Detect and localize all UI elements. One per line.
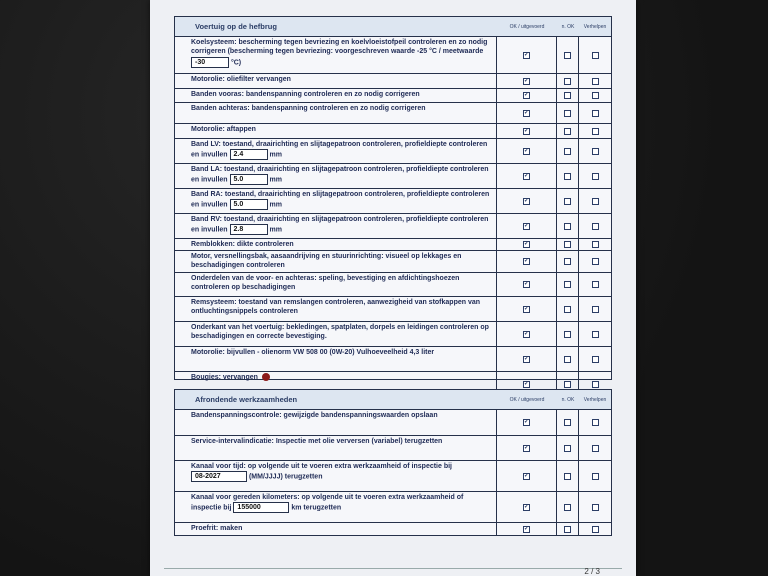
ok-checkbox[interactable]: ✓ [524, 355, 530, 362]
row-description [175, 189, 497, 213]
fix-cell [579, 37, 611, 73]
ok-checkbox[interactable]: ✓ [524, 444, 530, 451]
nok-checkbox[interactable] [564, 445, 571, 452]
ok-cell [497, 189, 557, 213]
ok-checkbox[interactable]: ✓ [524, 503, 530, 510]
ok-cell [497, 103, 557, 123]
nok-checkbox[interactable] [564, 92, 571, 99]
measurement-unit: km terugzetten [291, 504, 342, 512]
nok-cell [557, 410, 579, 435]
row-text: Band RV: toestand, draairichting en slijtagepatroon controleren, profieldiepte controleren en invullen [191, 216, 489, 234]
fix-checkbox[interactable] [592, 445, 599, 452]
ok-cell [497, 37, 557, 73]
nok-checkbox[interactable] [564, 504, 571, 511]
ok-checkbox[interactable]: ✓ [524, 109, 530, 116]
nok-cell [557, 214, 579, 238]
fix-checkbox[interactable] [592, 281, 599, 288]
measurement-field[interactable]: 2.4 [230, 149, 268, 160]
table-row [175, 164, 611, 189]
row-description [175, 103, 497, 123]
nok-cell [557, 273, 579, 296]
fix-cell [579, 461, 611, 491]
table-row [175, 74, 611, 89]
nok-cell [557, 139, 579, 163]
table-row [175, 523, 611, 536]
row-description [175, 239, 497, 250]
ok-checkbox[interactable]: ✓ [524, 51, 530, 58]
fix-checkbox[interactable] [592, 128, 599, 135]
row-text: Motorolie: bijvullen - olienorm VW 508 00 (0W-20) Vulhoeveelheid 4,3 liter [191, 349, 435, 356]
nok-checkbox[interactable] [564, 356, 571, 363]
ok-cell [497, 410, 557, 435]
nok-cell [557, 492, 579, 522]
row-description [175, 492, 497, 522]
red-marker-dot-icon [262, 373, 270, 381]
nok-cell [557, 103, 579, 123]
table-row [175, 436, 611, 461]
row-text: Service-intervalindicatie: Inspectie met olie verversen (variabel) terugzetten [191, 438, 443, 445]
ok-checkbox[interactable]: ✓ [524, 92, 530, 98]
measurement-unit: mm [269, 226, 282, 234]
nok-cell [557, 436, 579, 460]
section-final-tasks [174, 389, 612, 536]
col-header-nok: n. OK [561, 396, 575, 403]
fix-cell [579, 436, 611, 460]
nok-cell [557, 124, 579, 138]
row-description [175, 410, 497, 435]
col-header-nok: n. OK [561, 23, 575, 30]
row-text: Banden vooras: bandenspanning controleren en zo nodig corrigeren [191, 91, 420, 98]
ok-cell [497, 74, 557, 88]
fix-checkbox[interactable] [592, 306, 599, 313]
col-header-ok: OK / uitgevoerd [509, 396, 545, 403]
row-text: Motorolie: aftappen [191, 126, 256, 133]
fix-checkbox[interactable] [592, 258, 599, 265]
nok-cell [557, 89, 579, 102]
nok-cell [557, 322, 579, 346]
ok-cell [497, 164, 557, 188]
ok-cell [497, 461, 557, 491]
fix-checkbox[interactable] [592, 331, 599, 338]
ok-checkbox[interactable]: ✓ [524, 222, 530, 229]
fix-checkbox[interactable] [592, 381, 599, 388]
ok-checkbox[interactable]: ✓ [524, 330, 530, 337]
page-number: 2 / 3 [584, 567, 600, 576]
nok-cell [557, 523, 579, 536]
row-description [175, 322, 497, 346]
col-header-ok: OK / uitgevoerd [509, 23, 545, 30]
measurement-field[interactable]: 08-2027 [191, 471, 247, 482]
row-description [175, 461, 497, 491]
footer-divider [164, 568, 622, 569]
row-text: Onderdelen van de voor- en achteras: speling, bevestiging en afdichtingshoezen controleren op beschadigingen [191, 275, 460, 292]
ok-checkbox[interactable]: ✓ [524, 127, 530, 134]
fix-checkbox[interactable] [592, 92, 599, 99]
nok-checkbox[interactable] [564, 173, 571, 180]
nok-checkbox[interactable] [564, 78, 571, 85]
nok-checkbox[interactable] [564, 281, 571, 288]
measurement-field[interactable]: 5.0 [230, 199, 268, 210]
row-description [175, 347, 497, 371]
nok-checkbox[interactable] [564, 419, 571, 426]
nok-cell [557, 347, 579, 371]
ok-checkbox[interactable]: ✓ [524, 419, 530, 425]
nok-cell [557, 164, 579, 188]
nok-cell [557, 37, 579, 73]
inspection-sheet [150, 0, 636, 576]
col-header-fix: Verhelpen [583, 396, 607, 403]
row-text: Motor, versnellingsbak, aasaandrijving en stuurinrichting: visueel op lekkages en beschadigingen controleren [191, 253, 462, 270]
fix-cell [579, 492, 611, 522]
ok-cell [497, 139, 557, 163]
table-row [175, 251, 611, 273]
table-row [175, 89, 611, 103]
nok-checkbox[interactable] [564, 223, 571, 230]
ok-cell [497, 322, 557, 346]
nok-checkbox[interactable] [564, 381, 571, 388]
row-description [175, 139, 497, 163]
ok-checkbox[interactable]: ✓ [524, 305, 530, 312]
row-text: Kanaal voor gereden kilometers: op volgende uit te voeren extra werkzaamheid of inspectie bij [191, 494, 464, 512]
fix-checkbox[interactable] [592, 526, 599, 533]
ok-checkbox[interactable]: ✓ [524, 77, 530, 84]
fix-cell [579, 89, 611, 102]
fix-checkbox[interactable] [592, 241, 599, 248]
row-text: Bandenspanningscontrole: gewijzigde bandenspanningswaarden opslaan [191, 412, 438, 419]
table-row [175, 189, 611, 214]
ok-cell [497, 436, 557, 460]
ok-checkbox[interactable]: ✓ [524, 147, 530, 154]
measurement-field[interactable]: 5.0 [230, 174, 268, 185]
ok-checkbox[interactable]: ✓ [524, 197, 530, 204]
row-text: Banden achteras: bandenspanning controleren en zo nodig corrigeren [191, 105, 426, 112]
fix-cell [579, 189, 611, 213]
ok-cell [497, 492, 557, 522]
row-description [175, 297, 497, 321]
table-row [175, 214, 611, 239]
row-text: Koelsysteem: bescherming tegen bevriezing en koelvloeistofpeil controleren en zo nodig corrigeren (bescherming tegen bevriezing: voorgeschreven waarde -25 °C / meetwaarde [191, 39, 488, 56]
row-description [175, 523, 497, 536]
table-row [175, 492, 611, 523]
fix-cell [579, 347, 611, 371]
row-text: Bougies: vervangen [191, 374, 258, 381]
row-description [175, 37, 497, 73]
ok-checkbox[interactable]: ✓ [524, 472, 530, 479]
ok-checkbox[interactable]: ✓ [524, 258, 530, 264]
fix-checkbox[interactable] [592, 173, 599, 180]
table-row [175, 347, 611, 372]
fix-checkbox[interactable] [592, 110, 599, 117]
section-title: Afrondende werkzaamheden [195, 395, 298, 404]
table-row [175, 239, 611, 251]
row-text: Onderkant van het voertuig: bekledingen, spatplaten, dorpels en leidingen controleren op beschadigingen en correcte bevestiging. [191, 324, 489, 341]
fix-cell [579, 164, 611, 188]
ok-cell [497, 251, 557, 272]
table-row [175, 297, 611, 322]
nok-cell [557, 297, 579, 321]
fix-checkbox[interactable] [592, 52, 599, 59]
ok-cell [497, 523, 557, 536]
fix-cell [579, 214, 611, 238]
row-text: Remblokken: dikte controleren [191, 241, 294, 248]
fix-checkbox[interactable] [592, 504, 599, 511]
row-text: Kanaal voor tijd: op volgende uit te voeren extra werkzaamheid of inspectie bij [191, 463, 453, 470]
row-description [175, 164, 497, 188]
fix-cell [579, 74, 611, 88]
col-header-fix: Verhelpen [583, 23, 607, 30]
fix-checkbox[interactable] [592, 198, 599, 205]
nok-checkbox[interactable] [564, 128, 571, 135]
measurement-unit: mm [269, 201, 282, 209]
fix-cell [579, 139, 611, 163]
fix-cell [579, 251, 611, 272]
section-vehicle-on-lift [174, 16, 612, 387]
ok-cell [497, 89, 557, 102]
ok-checkbox[interactable]: ✓ [524, 281, 530, 287]
measurement-unit: °C) [230, 59, 242, 67]
nok-cell [557, 461, 579, 491]
row-text: Proefrit: maken [191, 525, 243, 532]
measurement-unit: (MM/JJJJ) terugzetten [248, 473, 323, 481]
fix-cell [579, 410, 611, 435]
nok-cell [557, 251, 579, 272]
nok-checkbox[interactable] [564, 306, 571, 313]
ok-cell [497, 297, 557, 321]
ok-cell [497, 273, 557, 296]
fix-checkbox[interactable] [592, 419, 599, 426]
fix-checkbox[interactable] [592, 473, 599, 480]
ok-cell [497, 347, 557, 371]
measurement-unit: mm [269, 176, 282, 184]
ok-cell [497, 239, 557, 250]
fix-cell [579, 273, 611, 296]
nok-checkbox[interactable] [564, 526, 571, 533]
table-row [175, 461, 611, 492]
row-description [175, 436, 497, 460]
fix-cell [579, 297, 611, 321]
nok-checkbox[interactable] [564, 148, 571, 155]
row-description [175, 214, 497, 238]
table-row [175, 139, 611, 164]
nok-cell [557, 239, 579, 250]
ok-cell [497, 214, 557, 238]
ok-checkbox[interactable]: ✓ [524, 241, 530, 247]
row-text: Remsysteem: toestand van remslangen controleren, aanwezigheid van stofkappen van ontluchtingsnippels controleren [191, 299, 481, 316]
nok-checkbox[interactable] [564, 258, 571, 265]
row-description [175, 273, 497, 296]
section-title: Voertuig op de hefbrug [195, 22, 277, 31]
section-rows [175, 37, 611, 396]
fix-checkbox[interactable] [592, 78, 599, 85]
ok-cell [497, 124, 557, 138]
section-rows [175, 410, 611, 536]
nok-checkbox[interactable] [564, 241, 571, 248]
fix-cell [579, 322, 611, 346]
section-header [175, 390, 611, 410]
nok-checkbox[interactable] [564, 52, 571, 59]
table-row [175, 103, 611, 124]
fix-checkbox[interactable] [592, 148, 599, 155]
ok-checkbox[interactable]: ✓ [524, 172, 530, 179]
row-text: Motorolie: oliefilter vervangen [191, 76, 291, 83]
row-text: Band RA: toestand, draairichting en slijtagepatroon controleren, profieldiepte controleren en invullen [191, 191, 490, 209]
fix-checkbox[interactable] [592, 223, 599, 230]
table-row [175, 124, 611, 139]
row-text: Band LV: toestand, draairichting en slijtagepatroon controleren, profieldiepte controleren en invullen [191, 141, 488, 159]
nok-checkbox[interactable] [564, 331, 571, 338]
measurement-field[interactable]: 2.8 [230, 224, 268, 235]
fix-cell [579, 523, 611, 536]
nok-checkbox[interactable] [564, 473, 571, 480]
table-row [175, 410, 611, 436]
measurement-field[interactable]: 155000 [233, 502, 289, 513]
section-header [175, 17, 611, 37]
table-row [175, 37, 611, 74]
ok-checkbox[interactable]: ✓ [524, 526, 530, 532]
nok-checkbox[interactable] [564, 198, 571, 205]
measurement-unit: mm [269, 151, 282, 159]
fix-checkbox[interactable] [592, 356, 599, 363]
row-description [175, 89, 497, 102]
row-text: Band LA: toestand, draairichting en slijtagepatroon controleren, profieldiepte controleren en invullen [191, 166, 489, 184]
table-row [175, 273, 611, 297]
row-description [175, 251, 497, 272]
ok-checkbox[interactable]: ✓ [524, 380, 530, 387]
nok-cell [557, 189, 579, 213]
nok-cell [557, 74, 579, 88]
measurement-field[interactable]: -30 [191, 57, 229, 68]
row-description [175, 124, 497, 138]
fix-cell [579, 103, 611, 123]
row-description [175, 74, 497, 88]
fix-cell [579, 124, 611, 138]
fix-cell [579, 239, 611, 250]
nok-checkbox[interactable] [564, 110, 571, 117]
table-row [175, 322, 611, 347]
